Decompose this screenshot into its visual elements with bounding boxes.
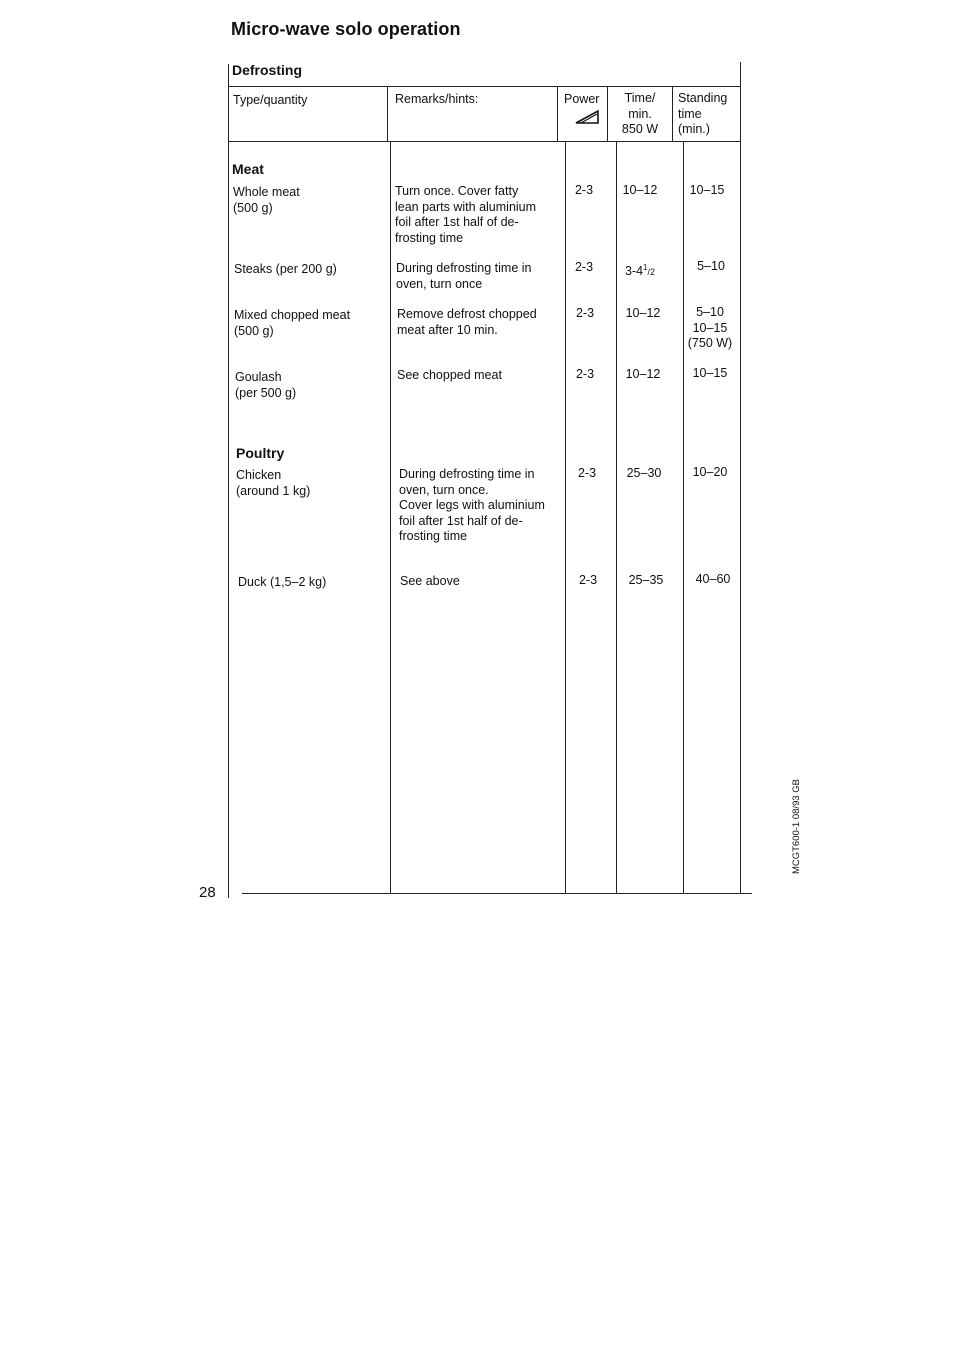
header-remarks: Remarks/hints:: [395, 92, 479, 106]
row-standing: 10–15: [689, 183, 725, 197]
row-remarks: Turn once. Cover fatty lean parts with aluminium foil after 1st half of de- frosting time: [395, 184, 537, 245]
row-type: Duck (1,5–2 kg): [238, 575, 327, 589]
column-divider-3: [607, 86, 608, 142]
column-divider-1: [387, 86, 388, 142]
column-divider-4: [672, 86, 673, 142]
column-divider-3-body: [616, 142, 617, 893]
row-time: 25–30: [626, 466, 662, 480]
row-time: [612, 260, 668, 281]
row-power: 2-3: [575, 367, 595, 381]
row-time-value: 3-4: [624, 264, 644, 279]
row-power: 2-3: [577, 466, 597, 480]
row-power: 2-3: [574, 183, 594, 197]
row-time: 10–12: [622, 183, 658, 197]
row-standing: 5–10 10–15 (750 W): [687, 305, 733, 350]
header-time: Time/ min. 850 W: [621, 91, 659, 136]
row-power: 2-3: [574, 260, 594, 274]
row-type: Whole meat (500 g): [233, 185, 300, 215]
row-time: 25–35: [628, 573, 664, 587]
row-time: 10–12: [625, 306, 661, 320]
table-left-border: [228, 64, 229, 898]
page-number: 28: [199, 884, 216, 901]
row-time-fraction-denominator: /2: [647, 267, 656, 278]
row-time: 10–12: [625, 367, 661, 381]
power-level-icon: [575, 110, 599, 124]
row-standing: 10–20: [692, 465, 728, 479]
document-code: MCGT600-1 08/93 GB: [791, 779, 802, 875]
header-power: Power: [564, 92, 600, 106]
row-standing: 40–60: [695, 572, 731, 586]
header-standing: Standing time (min.): [678, 91, 728, 136]
row-remarks: See above: [400, 574, 460, 588]
section-subtitle: Defrosting: [232, 62, 302, 78]
row-standing: 10–15: [692, 366, 728, 380]
row-type: Chicken (around 1 kg): [236, 468, 311, 498]
row-remarks: See chopped meat: [397, 368, 502, 382]
row-power: 2-3: [578, 573, 598, 587]
row-type: Goulash (per 500 g): [235, 370, 297, 400]
row-power: 2-3: [575, 306, 595, 320]
row-remarks: During defrosting time in oven, turn once. Cover legs with aluminium foil after 1st half of de- frosting time: [399, 467, 545, 543]
row-standing: 5–10: [697, 259, 725, 273]
row-remarks: Remove defrost chopped meat after 10 min.: [397, 307, 537, 337]
header-top-rule: [228, 86, 740, 87]
column-divider-4-body: [683, 142, 684, 893]
row-type: Mixed chopped meat (500 g): [234, 308, 351, 338]
section-heading-meat: Meat: [232, 161, 264, 177]
table-bottom-rule: [242, 893, 752, 894]
column-divider-1-body: [390, 142, 391, 893]
column-divider-2: [557, 86, 558, 142]
row-remarks: During defrosting time in oven, turn once: [396, 261, 532, 291]
header-type: Type/quantity: [233, 93, 308, 107]
header-bottom-rule: [228, 141, 740, 142]
column-divider-2-body: [565, 142, 566, 893]
section-heading-poultry: Poultry: [236, 445, 285, 461]
row-time-fraction-numerator: 1: [643, 263, 648, 272]
row-type: Steaks (per 200 g): [234, 262, 337, 276]
page-title: Micro-wave solo operation: [231, 19, 461, 39]
